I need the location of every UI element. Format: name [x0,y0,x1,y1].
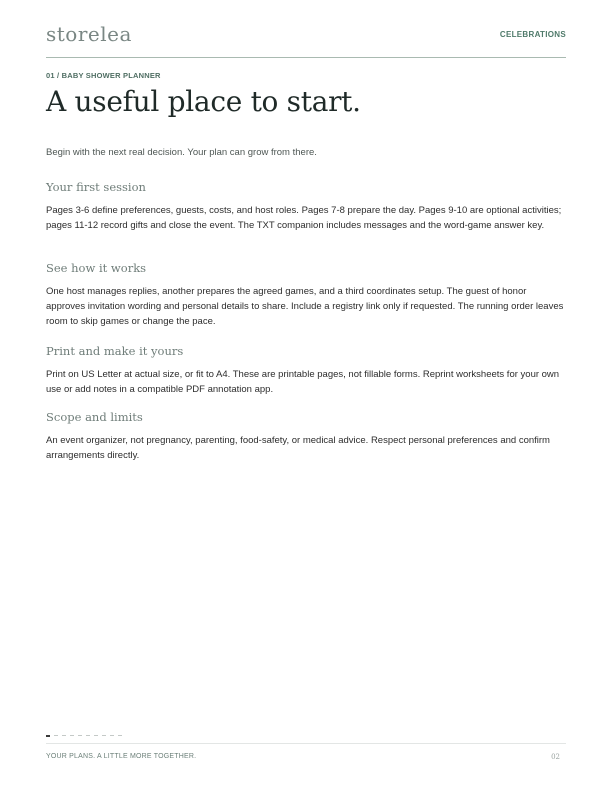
section-how-it-works [46,261,566,329]
progress-dash [62,735,66,736]
progress-dash [78,735,82,736]
document-page [46,0,566,792]
page-title: A useful place to start. [46,85,361,118]
section-heading: Print and make it yours [46,344,184,358]
progress-dash [86,735,90,736]
section-first-session [46,180,566,233]
section-body: One host manages replies, another prepares the agreed games, and a third coordinates setup. The guest of honor approves invitation wording and personal details to share. Include a registry link only if requested. The running order leaves room to skip games or change the pace. [46,286,564,327]
footer-tagline: YOUR PLANS. A LITTLE MORE TOGETHER. [46,753,197,760]
progress-dash [54,735,58,736]
section-print [46,344,566,397]
progress-dash [102,735,106,736]
eyebrow-label: 01 / BABY SHOWER PLANNER [46,71,161,80]
section-body: Pages 3-6 define preferences, guests, costs, and host roles. Pages 7-8 prepare the day. Pages 9-10 are optional activities; pages 11-12 record gifts and close the event. The TXT companion includes messages and the word-game answer key. [46,205,562,231]
progress-dash [70,735,74,736]
page-number: 02 [551,753,560,761]
page-header [46,22,566,58]
progress-dash [118,735,122,736]
brand-logo: storelea [46,22,132,46]
section-heading: Scope and limits [46,410,143,424]
section-tag: CELEBRATIONS [499,30,566,39]
progress-dash [94,735,98,736]
page-progress-indicator [46,735,126,737]
footer-divider [46,743,566,744]
section-heading: Your first session [46,180,146,194]
section-body: Print on US Letter at actual size, or fit to A4. These are printable pages, not fillable forms. Reprint worksheets for your own use or add notes in a compatible PDF annotation app. [46,369,560,395]
intro-text: Begin with the next real decision. Your plan can grow from there. [46,147,317,158]
progress-dash-active [46,735,50,737]
section-body: An event organizer, not pregnancy, parenting, food-safety, or medical advice. Respect personal preferences and confirm arrangements directly. [46,435,550,461]
progress-dash [110,735,114,736]
section-scope [46,410,566,463]
section-heading: See how it works [46,261,147,275]
